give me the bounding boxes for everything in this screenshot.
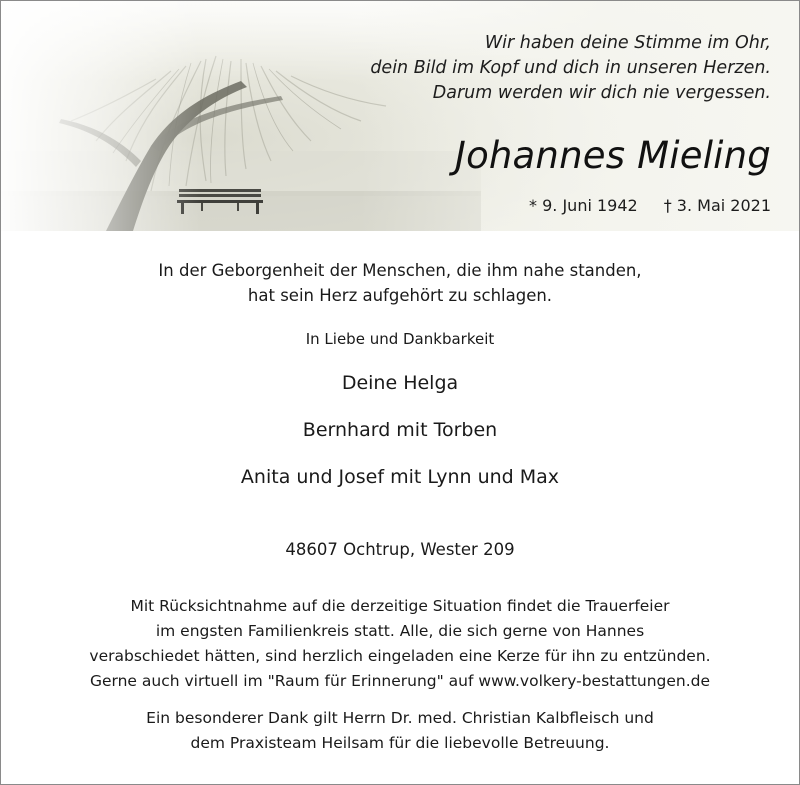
- family-member: Anita und Josef mit Lynn und Max: [240, 466, 560, 488]
- funeral-note-line: Gerne auch virtuell im "Raum für Erinnerung" auf www.volkery-bestattungen.de: [89, 672, 711, 690]
- quote-line: Wir haben deine Stimme im Ohr,: [484, 33, 771, 53]
- quote-line: dein Bild im Kopf und dich in unseren Herzen.: [370, 58, 771, 78]
- death-date: † 3. Mai 2021: [663, 196, 771, 215]
- thanks-line: Ein besonderer Dank gilt Herrn Dr. med. Christian Kalbfleisch und: [146, 709, 654, 727]
- family-member: Deine Helga: [341, 372, 459, 394]
- family-member: Bernhard mit Torben: [302, 419, 498, 441]
- quote-line: Darum werden wir dich nie vergessen.: [432, 83, 771, 103]
- thanks-line: dem Praxisteam Heilsam für die liebevolle Betreuung.: [190, 734, 610, 752]
- intro-line: hat sein Herz aufgehört zu schlagen.: [247, 286, 553, 305]
- funeral-note-line: Mit Rücksichtnahme auf die derzeitige Situation findet die Trauerfeier: [130, 597, 670, 615]
- funeral-note-line: im engsten Familienkreis statt. Alle, die sich gerne von Hannes: [155, 622, 645, 640]
- address: 48607 Ochtrup, Wester 209: [285, 540, 515, 559]
- intro-line: In der Geborgenheit der Menschen, die ihm nahe standen,: [158, 261, 642, 280]
- gratitude-text: In Liebe und Dankbarkeit: [305, 330, 495, 348]
- obituary-body: [1, 231, 799, 784]
- header-banner: [1, 1, 799, 231]
- deceased-name: Johannes Mieling: [454, 134, 771, 177]
- memorial-quote: [251, 31, 771, 106]
- life-dates: [529, 194, 771, 218]
- birth-date: * 9. Juni 1942: [529, 196, 638, 215]
- funeral-note-line: verabschiedet hätten, sind herzlich eingeladen eine Kerze für ihn zu entzünden.: [89, 647, 711, 665]
